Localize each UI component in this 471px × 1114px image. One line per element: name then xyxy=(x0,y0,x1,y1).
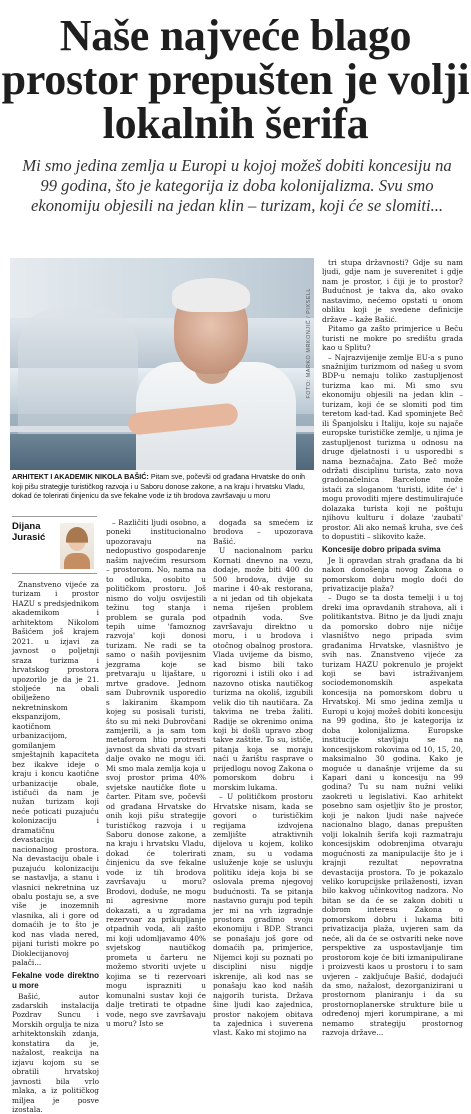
subheading: Fekalne vode direktno u more xyxy=(12,970,99,990)
paragraph: Pitamo ga zašto primjerice u Beču turisti ne mokre po središtu grada kao u Splitu? xyxy=(322,324,463,353)
paragraph: – Različiti ljudi osobno, a ponekі institucionalno upozoravaju na nedopustivo gospodarenje našim najvećim resursom – prostorom. No, nama na to odluka, osobito u političkom prostoru. Još nismo do volju osvijestili težinu tog stanja i problem se gurala pod tepih uime 'famoznog razvoja' koji donosi turizam. Ne radi se ta samo o naših povijesnim jezgrama koje se pretvaraju u lijaštare, u mrtve gradove. Jednom sam Dubrovnik usporedio s lakiranim škampom kojeg su posisali turisti, što su mi neki Dubrovčani zamjerili, a ja sam tom metaforom htio protresti javnost da shvati da stvari dalje ovako ne mogu ići. Mi smo mala zemlja koja u svoj prostor prima 40% svjetske nautičke flote u čarter. Pitam sve, počevši od građana Hrvatske do onih koji pišu strategije turističkog razvoja i u Saboru donose zakone, a na kraju i hrvatsku Vladu, dokad će tolerirati činjenicu da sve fekalne vode iz tih brodova završavaju u moru? Brodovi, doduše, ne mogu ni agresivne more dokazati, a u zgradama rezervoar za prikupljanje otpadnih voda, ali zašto mi koji udomljavamo 40% svjetskog nautičkog prometa u čarteru ne možemo stvoriti uvjete u kojima se ti rezervoari mogu isprazniti u komunalni sustav koji će dalje tretirati te otpadne vode, nego sve završavaju u moru? Isto se xyxy=(106,518,206,1029)
paragraph: – U političkom prostoru Hrvatske nisam, kada se govori o turističkim regijama izdvojena zemljište atraktivnih dijelova u kojem, koliko znam, su u vodama usluženje koje se usluvju politiku ideja koja bi se oslovala prema njegovoj budućnosti. Ta se pitanja nastavno guraju pod tepih jer mi na vrh izgradnje prostora gradimo svoju ekonomiju i BDP. Stranci se ponašaju još gore od domaćih pa, primjerice, Nijemci koji su poznati po disciplini nisu nigdje iskrenije, ali kod nas se ponašaju kao kod naših najgorih turista. Država šine ljudi kao zajednica, prostor nakojem obitava ta zajednica i suverena vlast. Kako mi stojimo na xyxy=(213,792,313,1038)
photo-man-hair xyxy=(172,278,250,312)
subheading: Koncesije dobro pripada svima xyxy=(322,544,441,554)
deck: Mi smo jedina zemlja u Europi u kojoj možeš dobiti koncesiju na 99 godina, što je kategorija iz doba kolonijalizma. Svu smo ekonomiju objesili na jedan klin – turizam, koji će se slomiti... xyxy=(22,156,452,215)
paragraph: U nacionalnom parku Kornati dnevno na vezu, dodaje, može biti 400 do 500 brodova, dvije su marine i 40-ak restorana, a ni jedan od tih objekata nema riješen problem otpadnih voda. Sve završavaju direktno u moru, i u brodova i otočnog obalnog prostora. Vlada uviјeme da bismo, kad bismo bili tako rigorozni i istili oko i ad nazovno otiska nautičkog turizma na okoliš, izgubili velik dio tih nautičara. Za takvima ne treba žaliti. Radije se okrenimo onima koji bi došli upravo zbog takve zaštite. To su, ističe, pitanja koja se moraju naći u žarištu rasprave o prijedlogu novog Zakona o pomorskom dobru i morskim lukama. xyxy=(213,546,313,792)
article-column-2 xyxy=(106,518,206,1029)
author-first-name: Dijana xyxy=(12,521,41,532)
article-column-4 xyxy=(322,258,463,1038)
photo-caption xyxy=(12,472,312,501)
paragraph: događa sa smećem iz brodova – upozorava Bašić. xyxy=(213,518,313,546)
article-column-3 xyxy=(213,518,313,1038)
paragraph: tri stupa državnosti? Gdje su nam ljudi, gdje nam je suverenitet i gdje nam je prostor, i čiji je to prostor? Budućnost je takva da, ako ovako nastavimo, nećemo opstati u onom obliku koji je svedene definicije države – kaže Bašić. xyxy=(322,258,463,324)
author-last-name: Jurasić xyxy=(12,532,46,543)
photo-credit: FOTO: MARKO MRKONJIĆ / PIXSELL xyxy=(306,288,312,399)
caption-text: Pitam sve, počevši od građana Hrvatske do onih koji pišu strategije turističkog razvoja i u Saboru donose zakone, a na kraju i hrvatsku Vladu, dokad će tolerirati činjenicu da sve fekalne vode iz tih brodova završavaju u moru xyxy=(12,472,306,501)
author-name xyxy=(12,521,45,543)
paragraph: – Dugo se ta dosta temelji i u toj dreki ima opravdanih strahova, ali i politikantstva. Bitno je da ljudi znaju da pomorsko dobro nije ničije vlasništvo nego pripada svim građanima Hrvatske, vlasništvo je svih nas. Znanstveno vijeće za turizam HAZU pokrenulo je projekt koji se bavi istraživanjem sociodemonomskih aspekata koncesija na pomorskom dobru u Hrvatskoj. Mi smo jedina zemlja u Europi u kojoj možeš dobiti koncesiju na 99 godina, što je kategorija iz doba kolonijalizma. Europske institucije stavljaju se na koncesijskom rokovima od 10, 15, 20, maksimalno 30 godina. Kako je moguće u današnje vrijeme da su Kapari dani u koncesiju na 99 godina? Tu su nam nužni veliki zaokreti u legislativi. Kao arhitekt posebno sam osjetljiv što je prostor, koji je nakon ljudi naše najveće nacionalno blago, danas prepušten volji lokalnih šerifa koji razmatraju koncesijskim odobrenjima otvaraju mogućnosti za manipulacije što je i krajnji rezultat nepovratna devastacija prostora. To je pokazalo veliko korupcijske prilaženosti, izvan bilo kakvog učinkovitog nadzora. No bitan se da će se zakon dobiti u dobrom interesu Zakona o pomorskom dobru i lukama biti privatizacija plaža, uvjeren sam da neće, ali da će se ostvariti neke nove perspektive za uspostavljanje tim prostorom koje će biti izmanipulirane i proizvesti kaos u prostoru i to sam uvjeren – zaključuje Bašić, dodajući da smo, nažalost, dezorganizirani u prostornom planiranju i da su prostornoplanerske strukture bile u određenoj mjeri korumpirane, a mi nemamo strategiju prostornog razvoja države... xyxy=(322,593,463,1038)
headline: Naše najveće blago prostor prepušten je volji lokalnih šerifa xyxy=(1,11,470,148)
author-photo-shoulders xyxy=(64,553,90,569)
paragraph: Je li opravdan strah građana da bi nakon donošenja novog Zakona o pomorskom dobru moglo doći do privatizacije plaža? xyxy=(322,555,463,593)
author-byline xyxy=(12,516,97,574)
paragraph: – Najrazvijenije zemlje EU-a s puno snažnijim turizmom od našeg u svom BDP-u nemaju toliko zastupljenost turizma kao mi. Mi smo svu ekonomiju objesili na jedan klin – turizam, koji će se slomiti pod tim teretom kad-tad. Kad spominjete Beč ili Španjolsku i Italiju, koje su najače europske turističke zemlje, u njima je zastupljenost turizma u odnosu na druge djelatnosti i u usporedbi s nama beznačajna. Zato Beč može održati disciplinu turista, zato nova gradonačelnica Barcelone može istaći za sloganom 'turisti, idite će' i mogu provoditi mjere destimulirajuće dolazaka turista koji ne poštuju njihovu kulturu i dolaze 'zaubati' prostor. Ali ako nemaš kruha, sve ćeš to dopustiti – slikovito kaže. xyxy=(322,352,463,542)
paragraph: Bašić, autor zadarskih instalacija Pozdrav Suncu i Morskih orgulja te niza arhitektonskih zdanja, konstatira da je, nažalost, reakcija na izjavu kojom su se obratili hrvatskoj javnosti bila vrlo mlaka, a iz političkog miljea je posve izostala. xyxy=(12,991,99,1114)
author-photo xyxy=(60,523,94,569)
article-column-1 xyxy=(12,580,99,1114)
article-photo xyxy=(10,258,314,470)
paragraph: Znanstveno vijeće za turizam i prostor HAZU s predsjednikom akademikom i arhitektom Nikolom Bašićem još krajem 2021. u izjavi za javnost o poljetnji sraza turizma i hrvatskog prostora upozorilo je da je 21. stoljeće na obali obilježeno nekretninskom ekspanzijom, kaotičnom urbanizacijom, gomilanjem smještajnih kapaciteta bez ikakve ideje o kraju i koncu kaotične urbanizacije obale, ističući da nam je nužan turizam koji neće poticati puzajuću kolonizaciju i dramatičnu devastaciju nacionalnog prostora. Na devastaciju obale i puzajuću kolonizaciju se nastavlja, a stanu i vlasnici nekretnina uz obalu postaju se, a sve više je inozemnih vlasnika, ali i gore od domaćih je to što je kod nas vlada nered, pijani turisti mokre po Dioklecijanovoj palači... xyxy=(12,580,99,968)
caption-lead: ARHITEKT I AKADEMIK NIKOLA BAŠIĆ: xyxy=(12,472,149,481)
